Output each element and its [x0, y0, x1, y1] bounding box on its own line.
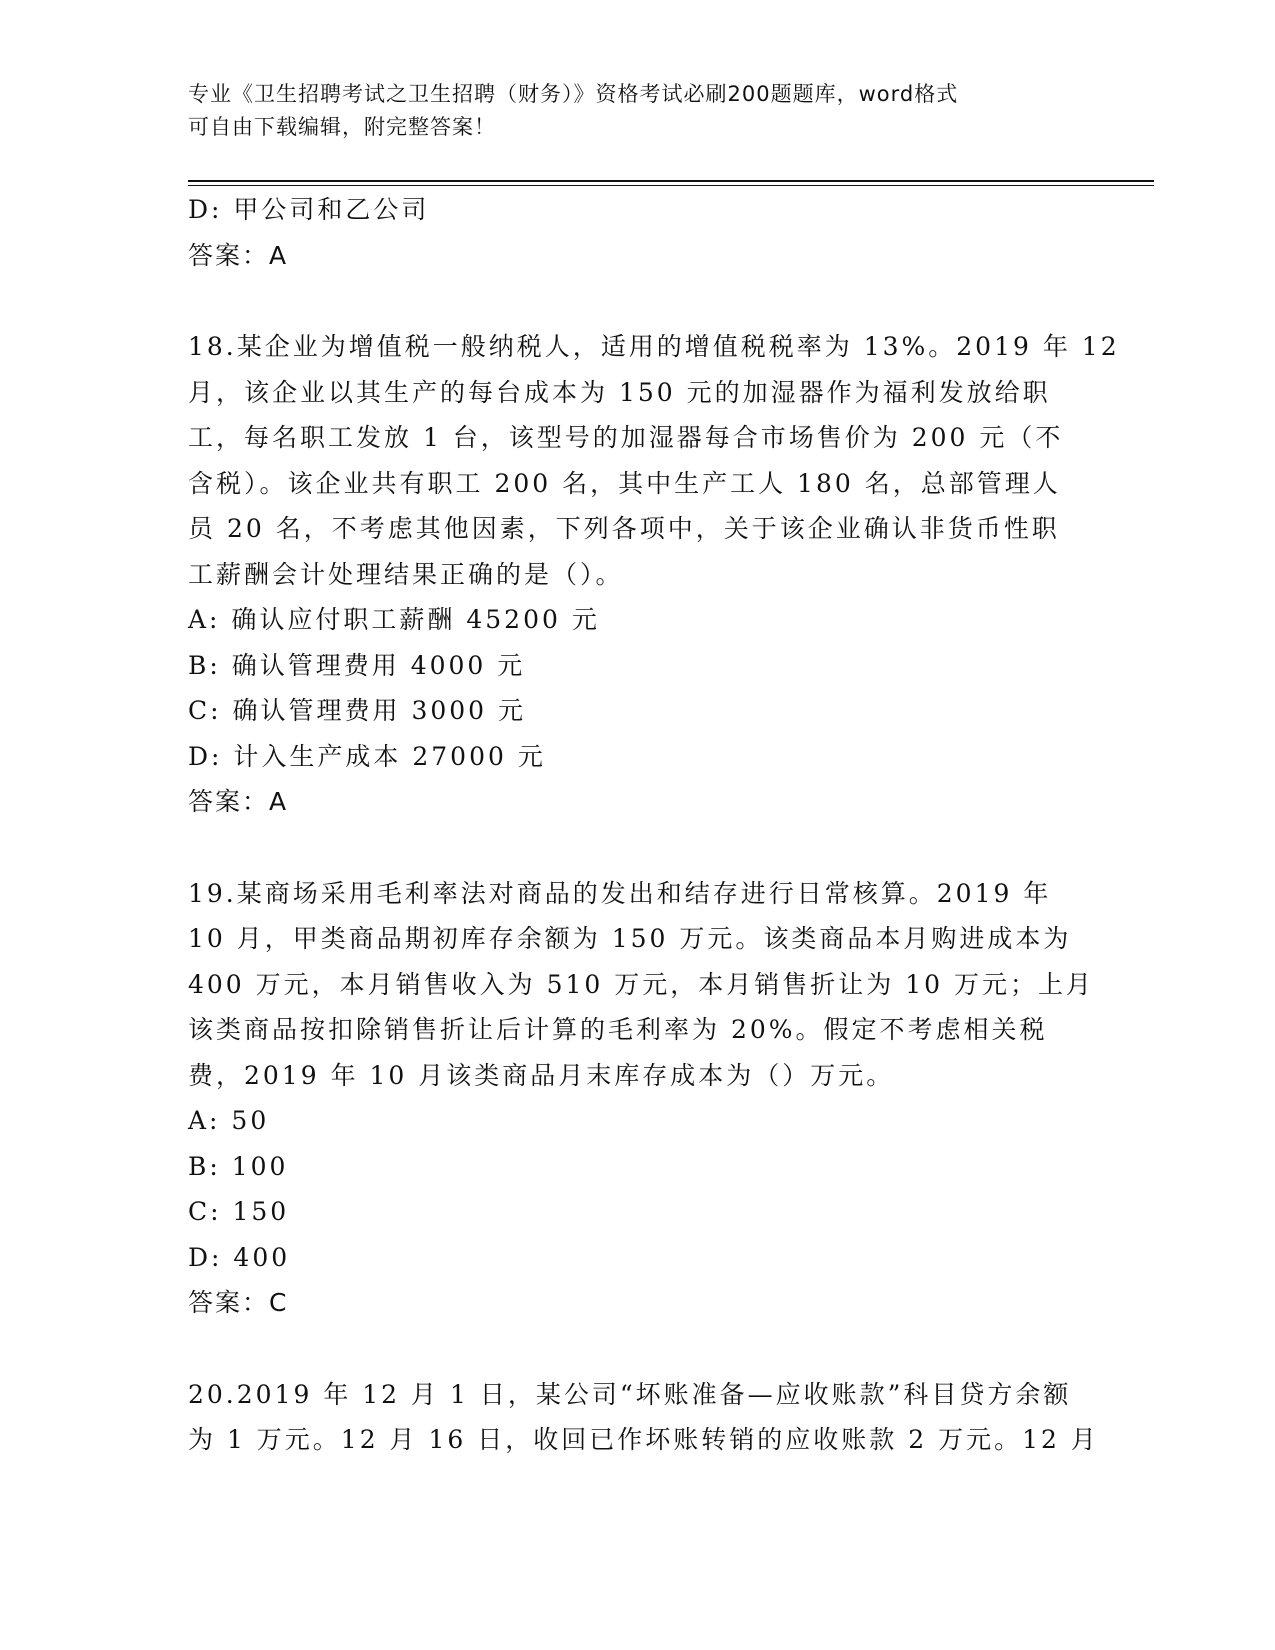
question-stem-line: 为 1 万元。12 月 16 日，收回已作坏账转销的应收账款 2 万元。12 月 — [188, 1425, 1099, 1454]
header-divider-thin — [188, 185, 1154, 186]
question-stem-line: 该类商品按扣除销售折让后计算的毛利率为 20%。假定不考虑相关税 — [188, 1015, 1048, 1044]
question-stem-line: 18.某企业为增值税一般纳税人，适用的增值税税率为 13%。2019 年 12 — [188, 332, 1120, 361]
question-stem-line: 月，该企业以其生产的每台成本为 150 元的加湿器作为福利发放给职 — [188, 377, 1051, 407]
spacer — [188, 825, 1088, 871]
question-stem-line: 含税）。该企业共有职工 200 名，其中生产工人 180 名，总部管理人 — [188, 468, 1061, 498]
header-divider-thick — [188, 180, 1154, 182]
document-header — [188, 78, 1068, 144]
option-c: C: 150 — [188, 1197, 290, 1226]
question-stem-line: 工，每名职工发放 1 台，该型号的加湿器每合市场售价为 200 元（不 — [188, 423, 1064, 452]
spacer — [188, 1326, 1088, 1372]
question-stem-line: 20.2019 年 12 月 1 日，某公司“坏账准备—应收账款”科目贷方余额 — [188, 1379, 1072, 1409]
question-stem-line: 10 月，甲类商品期初库存余额为 150 万元。该类商品本月购进成本为 — [188, 924, 1072, 953]
previous-question-tail — [188, 187, 1088, 278]
question-stem-line: 400 万元，本月销售收入为 510 万元，本月销售折让为 10 万元；上月 — [188, 969, 1094, 999]
option-d: D: 400 — [188, 1242, 291, 1272]
header-line-2: 可自由下载编辑，附完整答案！ — [188, 115, 496, 139]
option-d: D: 计入生产成本 27000 元 — [188, 741, 546, 771]
option-a: A: 确认应付职工薪酬 45200 元 — [188, 605, 600, 634]
document-body — [188, 187, 1120, 1463]
question-stem-line: 19.某商场采用毛利率法对商品的发出和结存进行日常核算。2019 年 — [188, 878, 1052, 908]
option-c: C: 确认管理费用 3000 元 — [188, 696, 527, 725]
answer-line: 答案：A — [188, 787, 289, 816]
question-19 — [188, 871, 1094, 1326]
option-d: D: 甲公司和乙公司 — [188, 195, 430, 224]
question-18 — [188, 324, 1120, 825]
option-a: A: 50 — [188, 1106, 270, 1135]
header-line-1: 专业《卫生招聘考试之卫生招聘（财务）》资格考试必刷200题题库，word格式 — [188, 82, 959, 106]
question-20 — [188, 1372, 1099, 1463]
question-stem-line: 员 20 名，不考虑其他因素，下列各项中，关于该企业确认非货币性职 — [188, 514, 1060, 543]
option-b: B: 确认管理费用 4000 元 — [188, 650, 526, 680]
answer-line: 答案：C — [188, 1288, 289, 1317]
question-stem-line: 费，2019 年 10 月该类商品月末库存成本为（）万元。 — [188, 1060, 895, 1090]
spacer — [188, 278, 1088, 324]
answer-line: 答案：A — [188, 240, 289, 270]
question-stem-line: 工薪酬会计处理结果正确的是（）。 — [188, 559, 624, 589]
option-b: B: 100 — [188, 1151, 289, 1181]
